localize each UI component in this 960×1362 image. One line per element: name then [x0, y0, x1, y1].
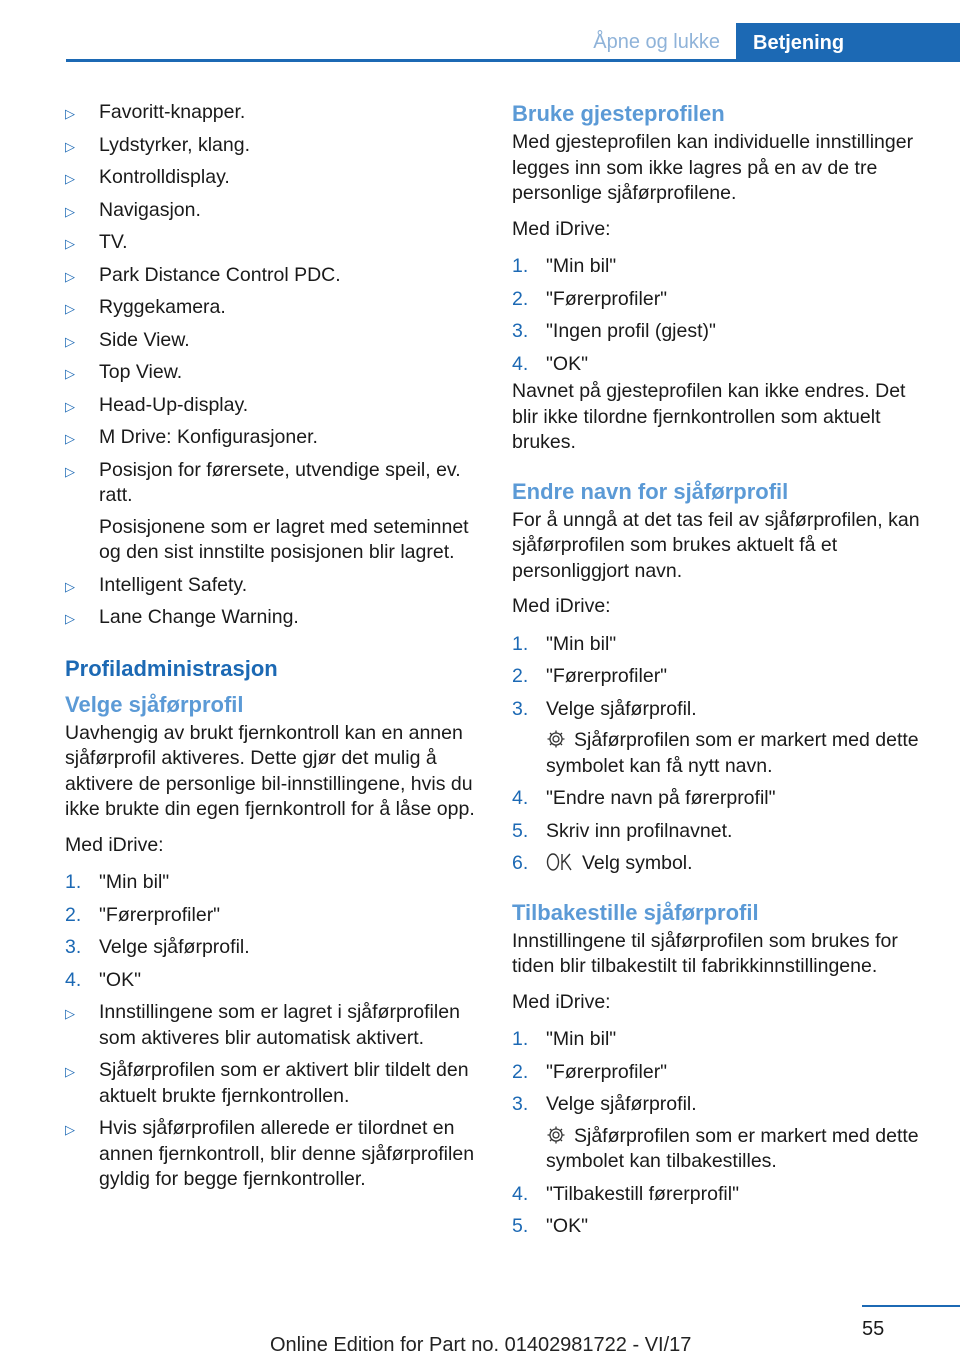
paragraph: Uavhengig av brukt fjernkontroll kan en annen sjåførprofil aktiveres. Dette gjør det mulig å aktivere de personlige bil-innstillingene, hvis du ikke brukte din egen fjernkontroll for å låse opp. [65, 721, 475, 820]
bullet-item: ▷ Sjåførprofilen som er aktivert blir tildelt den aktuelt brukte fjernkontrollen. [65, 1059, 469, 1107]
right-column [512, 100, 927, 1247]
paragraph: Med iDrive: [512, 217, 611, 240]
step-number: 3. [512, 320, 529, 342]
step-number: 5. [512, 1215, 529, 1237]
bullet-item: ▷ Kontrolldisplay. [65, 165, 480, 191]
bullet-marker: ▷ [65, 171, 75, 186]
step-number: 1. [512, 255, 529, 277]
footer-edition: Online Edition for Part no. 01402981722 - VI/17 [270, 1334, 692, 1356]
heading-endre-navn: Endre navn for sjåførprofil [512, 478, 789, 504]
bullet-item: ▷ Park Distance Control PDC. [65, 263, 480, 289]
step-number: 4. [512, 787, 529, 809]
step-item: 4. "Endre navn på førerprofil" [512, 786, 927, 812]
bullet-item: ▷ Hvis sjåførprofilen allerede er tilordnet en annen fjernkontroll, blir denne sjåførprofilen gyldig for begge fjernkontroller. [65, 1117, 475, 1190]
paragraph: For å unngå at det tas feil av sjåførprofilen, kan sjåførprofilen som brukes aktuelt få et personliggjort navn. [512, 508, 920, 582]
step-item: 1. "Min bil" [512, 632, 927, 658]
bullet-marker: ▷ [65, 1122, 75, 1137]
bullet-note: Posisjonene som er lagret med seteminnet og den sist innstilte posisjonen blir lagret. [99, 515, 469, 563]
step-number: 2. [512, 1060, 529, 1083]
step-number: 2. [512, 665, 529, 687]
header-rule [66, 59, 960, 62]
paragraph: Med iDrive: [512, 990, 611, 1013]
bullet-marker: ▷ [65, 203, 75, 219]
step-number: 2. [65, 903, 82, 926]
bullet-marker: ▷ [65, 463, 75, 479]
bullet-marker: ▷ [65, 431, 75, 446]
step-item: 4. "OK" [512, 352, 927, 378]
step-item: 1. "Min bil" [65, 870, 480, 896]
gear-icon [546, 1125, 566, 1145]
paragraph: Innstillingene til sjåførprofilen som brukes for tiden blir tilbakestilt til fabrikkinnstillingene. [512, 929, 898, 977]
step-number: 1. [512, 632, 529, 655]
step-item: 6. Velg symbol. [512, 851, 927, 877]
step-number: 4. [512, 1182, 529, 1205]
step-item: 2. "Førerprofiler" [512, 664, 927, 690]
bullet-marker: ▷ [65, 1064, 75, 1079]
step-number: 3. [65, 936, 82, 958]
bullet-item: ▷ Lane Change Warning. [65, 605, 480, 631]
header-section-title: Åpne og lukke [593, 31, 720, 53]
bullet-item: ▷ Top View. [65, 360, 480, 386]
step-number: 3. [512, 697, 529, 720]
step-item: 1. "Min bil" [512, 254, 927, 280]
bullet-item: ▷ Ryggekamera. [65, 295, 480, 321]
paragraph: Med gjesteprofilen kan individuelle innstillinger legges inn som ikke lagres på en av de tre personlige sjåførprofilene. [512, 131, 914, 204]
bullet-marker: ▷ [65, 398, 75, 414]
step-number: 3. [512, 1093, 529, 1115]
bullet-marker: ▷ [65, 106, 75, 121]
bullet-marker: ▷ [65, 611, 75, 626]
heading-bruke-gjesteprofilen: Bruke gjesteprofilen [512, 101, 725, 126]
bullet-item: ▷ Intelligent Safety. [65, 573, 480, 599]
paragraph: Med iDrive: [65, 833, 164, 856]
step-item: 2. "Førerprofiler" [512, 1060, 927, 1086]
step-number: 2. [512, 287, 529, 310]
step-item: 1. "Min bil" [512, 1027, 927, 1053]
bullet-item: ▷ Side View. [65, 328, 480, 354]
step-item: 3. "Ingen profil (gjest)" [512, 319, 927, 345]
step-number: 4. [65, 968, 82, 991]
header-chapter-tab: Betjening [736, 23, 960, 60]
bullet-item: ▷ Posisjon for førersete, utvendige speil, ev. ratt. Posisjonene som er lagret med seteminnet og den sist innstilte posisjonen blir lagret. [65, 458, 480, 566]
bullet-marker: ▷ [65, 578, 75, 594]
footer-rule [862, 1305, 960, 1307]
left-column [65, 100, 480, 1200]
step-number: 5. [512, 819, 529, 842]
step-note: Sjåførprofilen som er markert med dette symbolet kan tilbakestilles. [546, 1124, 919, 1172]
ok-symbol-icon [546, 852, 574, 872]
step-number: 4. [512, 352, 529, 375]
bullet-item: ▷ Innstillingene som er lagret i sjåførprofilen som aktiveres blir automatisk aktivert. [65, 1001, 460, 1049]
bullet-marker: ▷ [65, 268, 75, 284]
heading-profiladministrasjon: Profiladministrasjon [65, 655, 278, 681]
bullet-marker: ▷ [65, 1006, 75, 1021]
step-item: 3. Velge sjåførprofil. Sjåførprofilen som er markert med dette symbolet kan få nytt navn. [512, 697, 919, 777]
bullet-item: ▷ Lydstyrker, klang. [65, 133, 480, 159]
bullet-marker: ▷ [65, 138, 75, 154]
step-item: 4. "OK" [65, 968, 480, 994]
bullet-item: ▷ Navigasjon. [65, 198, 480, 224]
step-note: Sjåførprofilen som er markert med dette symbolet kan få nytt navn. [546, 729, 919, 777]
page-header [0, 0, 960, 62]
bullet-item: ▷ TV. [65, 230, 480, 256]
step-item: 4. "Tilbakestill førerprofil" [512, 1182, 927, 1208]
heading-tilbakestille: Tilbakestille sjåførprofil [512, 899, 759, 925]
bullet-marker: ▷ [65, 301, 75, 316]
page-number: 55 [862, 1318, 885, 1340]
step-number: 6. [512, 852, 529, 874]
gear-icon [546, 729, 566, 749]
step-number: 1. [65, 871, 82, 893]
step-item: 2. "Førerprofiler" [512, 287, 927, 313]
bullet-marker: ▷ [65, 236, 75, 251]
bullet-marker: ▷ [65, 366, 75, 381]
step-item: 3. Velge sjåførprofil. [65, 935, 480, 961]
bullet-item: ▷ M Drive: Konfigurasjoner. [65, 425, 480, 451]
step-item: 5. "OK" [512, 1214, 927, 1240]
paragraph: Navnet på gjesteprofilen kan ikke endres. Det blir ikke tilordne fjernkontrollen som aktuelt brukes. [512, 380, 906, 453]
step-item: 5. Skriv inn profilnavnet. [512, 819, 927, 845]
paragraph: Med iDrive: [512, 595, 611, 617]
step-item: 3. Velge sjåførprofil. Sjåførprofilen som er markert med dette symbolet kan tilbakestilles. [512, 1093, 919, 1172]
bullet-marker: ▷ [65, 333, 75, 349]
bullet-item: ▷ Favoritt-knapper. [65, 100, 480, 126]
bullet-item: ▷ Head-Up-display. [65, 393, 480, 419]
step-number: 1. [512, 1028, 529, 1050]
step-item: 2. "Førerprofiler" [65, 903, 480, 929]
heading-velge-sjaforprofil: Velge sjåførprofil [65, 691, 244, 717]
